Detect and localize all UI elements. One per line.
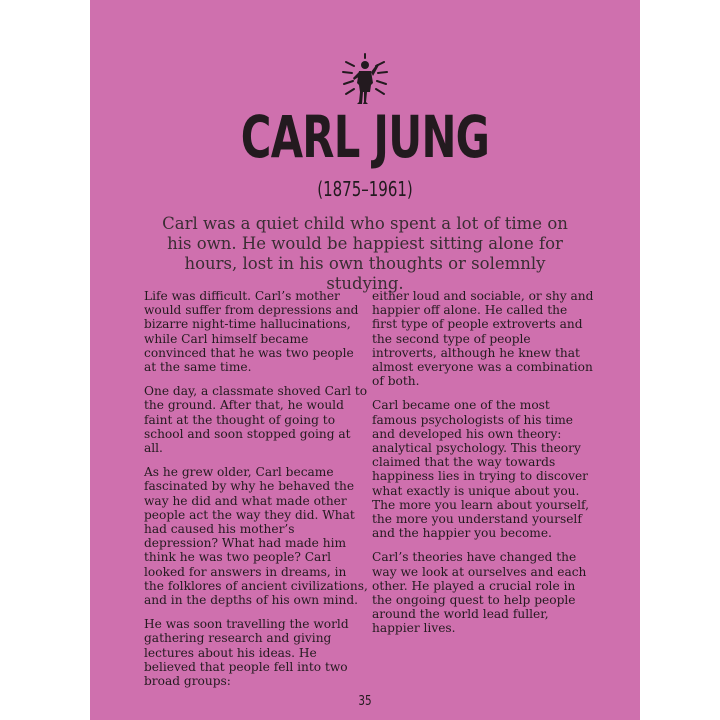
person-name-heading: CARL JUNG — [240, 103, 490, 171]
page-number: 35 — [358, 694, 372, 709]
left-text-column — [144, 289, 368, 698]
right-text-column — [372, 289, 596, 646]
body-paragraph: Carl became one of the most famous psychologists of his time and developed his own theory: analytical psychology. This theory claimed that the way towards happiness lies in trying to discover what exactly is unique about you. The more you learn about yourself, the more you understand yourself and the happier you become. — [372, 398, 589, 541]
body-paragraph: Carl’s theories have changed the way we look at ourselves and each other. He played a crucial role in the ongoing quest to help people around the world lead fuller, happier lives. — [372, 550, 587, 636]
book-page — [90, 0, 640, 720]
child-with-sunburst-icon — [338, 52, 392, 106]
body-paragraph: As he grew older, Carl became fascinated by why he behaved the way he did and what made other people act the way they did. What had caused his mother’s depression? What had made him think he was two people? Carl looked for answers in dreams, in the folklores of ancient civilizations, and in the depths of his own mind. — [144, 465, 368, 608]
life-dates: (1875–1961) — [317, 177, 413, 201]
body-paragraph: He was soon travelling the world gathering research and giving lectures about his ideas. He believed that people fell into two broad groups: — [144, 617, 349, 689]
body-paragraph: either loud and sociable, or shy and happier off alone. He called the first type of people extroverts and the second type of people introverts, although he knew that almost everyone was a combination of both. — [372, 289, 594, 389]
body-paragraph: One day, a classmate shoved Carl to the ground. After that, he would faint at the thought of going to school and soon stopped going at all. — [144, 384, 368, 456]
body-paragraph: Life was difficult. Carl’s mother would suffer from depressions and bizarre night-time hallucinations, while Carl himself became convinced that he was two people at the same time. — [144, 289, 359, 375]
intro-paragraph: Carl was a quiet child who spent a lot of time on his own. He would be happiest sitting alone for hours, lost in his own thoughts or solemnly studying. — [162, 214, 568, 293]
